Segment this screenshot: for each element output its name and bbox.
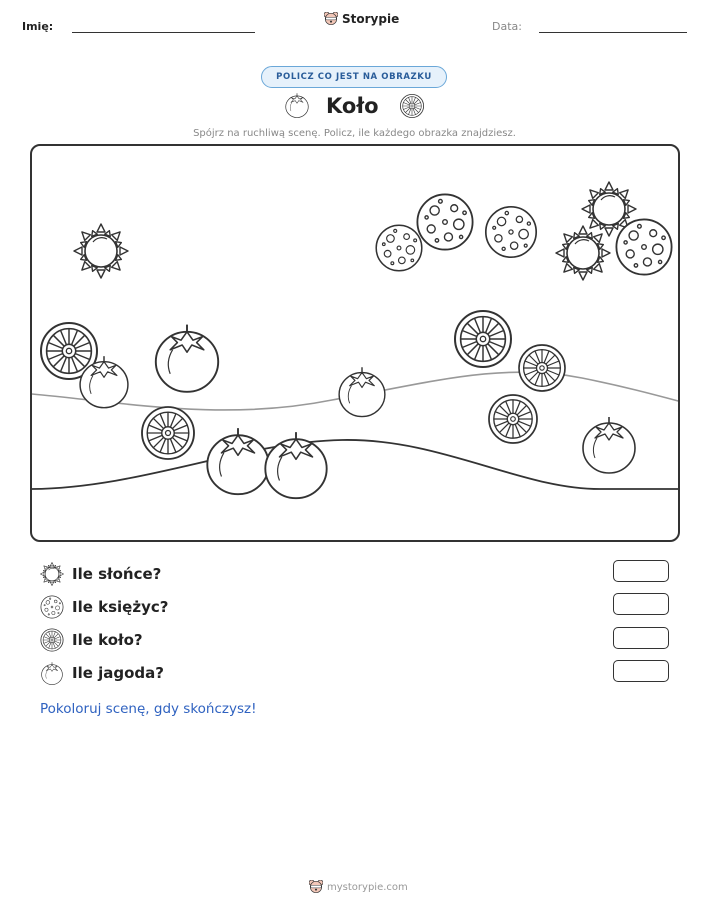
name-label: Imię: [22,20,54,33]
coloring-instruction: Pokoloruj scenę, gdy skończysz! [40,701,257,717]
moon-icon [417,194,472,249]
berry-icon [583,417,635,473]
wheel-icon [455,311,511,367]
wheel-icon [399,93,425,119]
subtitle: Spójrz na ruchliwą scenę. Policz, ile każdego obrazka znajdziesz. [193,128,516,139]
sun-icon [556,226,610,280]
brand-name: Storypie [342,12,400,26]
page-title: Koło [326,94,379,118]
question-text: Ile jagoda? [72,664,164,682]
name-line[interactable] [72,32,255,33]
question-berry [40,661,164,685]
berry-icon [284,92,310,118]
berry-icon [40,661,64,685]
question-text: Ile koło? [72,631,143,649]
storypie-logo [324,12,399,26]
question-sun [40,562,161,586]
site-footer [309,880,408,894]
bear-logo-icon [324,12,338,26]
answer-box-wheel[interactable] [613,627,669,649]
moon-icon [376,225,422,271]
date-label: Data: [492,20,522,33]
question-wheel [40,628,143,652]
question-moon [40,595,168,619]
instruction-badge: POLICZ CO JEST NA OBRAZKU [261,66,447,88]
berry-icon [339,367,385,416]
date-line[interactable] [539,32,687,33]
moon-icon [616,219,671,274]
sun-icon [40,562,64,586]
question-text: Ile księżyc? [72,598,169,616]
wheel-icon [489,395,537,443]
counting-scene [30,144,680,542]
site-url: mystorypie.com [327,881,408,893]
question-text: Ile słońce? [72,565,162,583]
answer-box-sun[interactable] [613,560,669,582]
moon-icon [40,595,64,619]
wheel-icon [519,345,565,391]
berry-icon [156,325,218,392]
sun-icon [74,224,128,278]
answer-box-moon[interactable] [613,593,669,615]
answer-box-berry[interactable] [613,660,669,682]
bear-logo-icon [309,880,323,894]
moon-icon [486,207,536,257]
scene-drawing [32,146,680,542]
berry-icon [207,428,268,494]
wheel-icon [142,407,194,459]
wheel-icon [40,628,64,652]
